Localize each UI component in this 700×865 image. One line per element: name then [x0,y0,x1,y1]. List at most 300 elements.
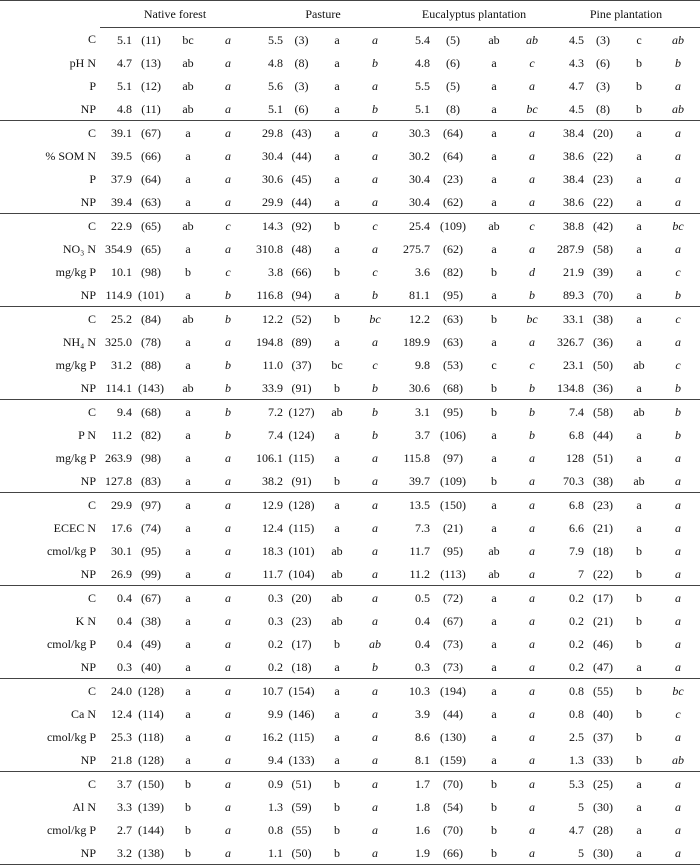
cell-mean: 354.9 [105,241,132,256]
cell-cv: (66) [141,148,161,163]
cell-cv: (52) [283,307,320,331]
cell-group-letter: a [491,659,497,674]
cell-cv: (95) [443,543,464,558]
table-row [0,446,700,469]
cell-mean: 0.2 [569,659,585,674]
cell-group-letter: a [185,148,191,163]
cell-mean: 0.4 [117,613,132,628]
cell-cv: (55) [584,679,622,703]
cell-cv: (73) [443,659,464,674]
cell-cv: (89) [291,334,312,349]
cell-group-letter: a [185,357,191,372]
cell-cv: (3) [596,32,611,47]
cell-cv: (104) [288,566,315,581]
cell-sub-letter: b [529,287,536,302]
cell-group-letter: a [491,55,497,70]
cell-mean: 1.6 [415,822,431,837]
cell-mean: 13.5 [396,493,430,517]
cell-group-letter: b [334,380,340,395]
cell-sub-letter: b [225,287,231,302]
cell-group-letter: a [636,380,642,395]
cell-cv: (22) [593,194,614,209]
cell-group-letter: b [636,752,643,767]
row-label: K N [75,613,96,628]
cell-group-letter: c [491,357,497,372]
cell-mean: 12.4 [262,520,283,535]
cell-group-letter: b [334,636,340,651]
cell-mean: 0.3 [268,613,283,628]
cell-sub-letter: a [675,799,682,814]
table-row [0,423,700,446]
cell-sub-letter: a [225,55,231,70]
cell-mean: 5 [578,845,585,860]
cell-sub-letter: a [225,566,231,581]
cell-group-letter: b [622,586,656,610]
table-row [0,586,700,610]
cell-sub-letter: bc [512,307,552,331]
cell-mean: 1.9 [415,845,431,860]
cell-cv: (66) [443,845,464,860]
cell-sub-letter: a [529,171,536,186]
cell-group-letter: a [476,121,512,145]
cell-group-letter: a [185,543,191,558]
cell-cv: (64) [443,148,464,163]
cell-mean: 3.8 [268,264,283,279]
cell-sub-letter: a [372,450,378,465]
row-label: C [0,121,100,145]
cell-mean: 3.6 [415,264,431,279]
cell-cv: (68) [132,400,170,424]
cell-sub-letter: a [372,241,378,256]
table-row [0,609,700,632]
cell-cv: (33) [593,752,614,767]
cell-cv: (20) [584,121,622,145]
cell-group-letter: a [476,679,512,703]
cell-cv: (92) [283,214,320,238]
cell-cv: (144) [138,822,164,837]
cell-sub-letter: c [675,357,681,372]
cell-cv: (59) [291,799,312,814]
cell-sub-letter: a [656,586,700,610]
cell-sub-letter: a [206,679,250,703]
cell-group-letter: a [491,520,497,535]
cell-sub-letter: a [372,543,378,558]
cell-group-letter: a [320,679,354,703]
cell-sub-letter: a [354,121,396,145]
cell-cv: (28) [593,822,614,837]
row-label: C [0,772,100,796]
cell-mean: 12.4 [111,706,132,721]
cell-cv: (37) [291,357,312,372]
cell-sub-letter: a [512,586,552,610]
cell-group-letter: a [491,78,497,93]
cell-group-letter: a [334,706,340,721]
cell-cv: (91) [291,380,312,395]
cell-sub-letter: a [225,194,231,209]
cell-cv: (38) [584,307,622,331]
cell-group-letter: a [491,752,497,767]
cell-cv: (48) [291,241,312,256]
header-eucalyptus-plantation: Eucalyptus plantation [396,1,552,28]
cell-group-letter: ab [182,55,194,70]
cell-mean: 5.5 [268,32,283,47]
cell-sub-letter: a [529,543,536,558]
cell-group-letter: a [185,752,191,767]
cell-mean: 21.8 [111,752,132,767]
cell-mean: 4.3 [569,55,585,70]
cell-mean: 39.4 [111,194,132,209]
cell-mean: 89.3 [563,287,585,302]
cell-sub-letter: d [529,264,536,279]
cell-group-letter: a [334,729,340,744]
cell-cv: (146) [288,706,315,721]
cell-cv: (62) [443,241,464,256]
cell-group-letter: a [334,659,340,674]
row-label: C [87,32,96,47]
cell-sub-letter: a [529,659,536,674]
cell-group-letter: a [334,78,340,93]
cell-sub-letter: b [206,307,250,331]
cell-group-letter: a [320,493,354,517]
cell-sub-letter: c [675,706,681,721]
cell-group-letter: b [636,566,643,581]
row-label: P N [78,427,96,442]
row-label: mg/kg P [55,450,96,465]
cell-cv: (11) [141,101,161,116]
cell-cv: (18) [593,543,614,558]
cell-sub-letter: a [529,78,536,93]
cell-group-letter: a [334,287,340,302]
cell-mean: 1.3 [268,799,283,814]
cell-group-letter: b [636,729,643,744]
cell-mean: 25.2 [100,307,132,331]
cell-cv: (118) [138,729,164,744]
cell-group-letter: b [622,679,656,703]
cell-sub-letter: a [206,121,250,145]
row-label: NP [80,101,96,116]
cell-sub-letter: a [529,845,536,860]
cell-mean: 24.0 [100,679,132,703]
cell-group-letter: a [636,334,642,349]
cell-cv: (50) [291,845,312,860]
cell-cv: (74) [141,520,161,535]
cell-sub-letter: b [675,287,682,302]
cell-group-letter: b [334,473,340,488]
header-row [0,1,700,28]
cell-cv: (63) [443,334,464,349]
cell-cv: (3) [294,78,309,93]
cell-mean: 30.2 [409,148,431,163]
cell-group-letter: b [476,772,512,796]
cell-sub-letter: a [675,659,682,674]
cell-group-letter: a [185,287,191,302]
cell-mean: 5 [578,799,585,814]
cell-group-letter: b [636,636,643,651]
cell-sub-letter: b [372,101,378,116]
cell-group-letter: b [636,706,643,721]
cell-group-letter: ab [182,101,194,116]
cell-group-letter: a [170,493,206,517]
cell-group-letter: a [185,194,191,209]
cell-sub-letter: ab [672,32,685,47]
cell-cv: (49) [141,636,161,651]
cell-cv: (21) [443,520,464,535]
cell-cv: (70) [443,822,464,837]
cell-mean: 12.9 [250,493,283,517]
table-row [0,307,700,331]
cell-sub-letter: a [529,241,536,256]
cell-sub-letter: a [675,148,682,163]
cell-sub-letter: c [372,357,378,372]
cell-mean: 38.6 [563,194,585,209]
cell-group-letter: b [334,264,340,279]
cell-mean: 7.3 [415,520,431,535]
cell-cv: (20) [283,586,320,610]
cell-mean: 7.4 [268,427,283,442]
cell-sub-letter: b [372,287,378,302]
row-label: NO₃ N [62,241,96,256]
cell-sub-letter: c [372,264,378,279]
cell-group-letter: a [185,566,191,581]
cell-mean: 8.1 [415,752,431,767]
cell-cv: (63) [430,307,476,331]
cell-sub-letter: a [225,473,231,488]
cell-cv: (8) [446,101,461,116]
row-label: NP [80,845,96,860]
cell-sub-letter: a [225,613,231,628]
cell-sub-letter: b [206,400,250,424]
cell-cv: (38) [593,473,614,488]
cell-cv: (88) [141,357,161,372]
cell-sub-letter: ab [672,101,685,116]
cell-group-letter: a [185,636,191,651]
cell-group-letter: b [636,78,643,93]
cell-sub-letter: a [675,729,682,744]
cell-mean: 5.1 [117,32,132,47]
cell-cv: (101) [288,543,315,558]
cell-cv: (67) [132,121,170,145]
cell-group-letter: a [622,772,656,796]
cell-cv: (97) [443,450,464,465]
cell-cv: (23) [291,613,312,628]
cell-mean: 33.1 [552,307,584,331]
cell-mean: 0.8 [552,679,584,703]
table-row [0,493,700,517]
cell-sub-letter: a [512,679,552,703]
cell-mean: 3.7 [100,772,132,796]
cell-group-letter: a [170,586,206,610]
cell-mean: 275.7 [403,241,431,256]
cell-cv: (44) [593,427,614,442]
table-row [0,748,700,772]
cell-mean: 31.2 [111,357,132,372]
cell-sub-letter: a [225,171,231,186]
cell-sub-letter: a [225,799,231,814]
header-pasture: Pasture [250,1,396,28]
cell-cv: (133) [288,752,315,767]
cell-group-letter: a [185,171,191,186]
cell-mean: 1.1 [268,845,283,860]
cell-mean: 70.3 [563,473,585,488]
cell-cv: (94) [291,287,312,302]
cell-group-letter: b [185,799,191,814]
cell-mean: 194.8 [256,334,283,349]
row-label: NP [80,380,96,395]
cell-sub-letter: a [675,171,682,186]
cell-group-letter: b [185,822,191,837]
cell-cv: (54) [443,799,464,814]
cell-cv: (154) [283,679,320,703]
cell-mean: 4.7 [117,55,132,70]
cell-mean: 4.5 [569,101,585,116]
cell-group-letter: b [476,307,512,331]
cell-sub-letter: a [225,636,231,651]
table-row [0,469,700,493]
cell-mean: 39.5 [111,148,132,163]
cell-cv: (23) [593,171,614,186]
cell-sub-letter: a [225,822,231,837]
cell-sub-letter: b [354,400,396,424]
cell-mean: 10.1 [111,264,132,279]
table-row [0,28,700,52]
cell-sub-letter: a [225,543,231,558]
row-label: P [89,78,96,93]
cell-group-letter: ab [170,307,206,331]
cell-cv: (25) [584,772,622,796]
table-row [0,795,700,818]
cell-group-letter: ab [633,473,645,488]
cell-mean: 38.4 [552,121,584,145]
table-row [0,679,700,703]
table-row [0,516,700,539]
cell-group-letter: a [185,706,191,721]
cell-cv: (5) [446,78,461,93]
cell-group-letter: a [636,194,642,209]
cell-sub-letter: a [529,729,536,744]
cell-sub-letter: c [354,214,396,238]
cell-group-letter: a [185,427,191,442]
header-native-forest: Native forest [100,1,250,28]
cell-sub-letter: a [529,334,536,349]
table-row [0,353,700,376]
cell-group-letter: a [476,493,512,517]
cell-cv: (109) [440,473,467,488]
cell-mean: 3.3 [117,799,132,814]
cell-group-letter: a [185,241,191,256]
row-label: mg/kg P [55,264,96,279]
cell-group-letter: b [170,772,206,796]
cell-cv: (64) [430,121,476,145]
cell-sub-letter: b [675,427,682,442]
cell-mean: 30.6 [262,171,283,186]
cell-group-letter: ab [633,357,645,372]
cell-cv: (95) [141,543,161,558]
cell-sub-letter: a [675,822,682,837]
cell-cv: (194) [430,679,476,703]
cell-sub-letter: bc [526,101,538,116]
cell-sub-letter: b [675,380,682,395]
cell-group-letter: a [491,171,497,186]
header-blank [0,1,100,28]
cell-group-letter: ab [622,400,656,424]
cell-mean: 263.9 [105,450,132,465]
cell-sub-letter: ab [526,32,539,47]
cell-sub-letter: a [512,493,552,517]
row-label: Ca N [71,706,96,721]
cell-mean: 23.1 [563,357,585,372]
cell-mean: 30.1 [111,543,132,558]
cell-mean: 189.9 [403,334,431,349]
cell-cv: (82) [141,427,161,442]
cell-sub-letter: b [225,380,231,395]
cell-group-letter: ab [331,613,343,628]
cell-sub-letter: a [225,241,231,256]
cell-group-letter: a [491,287,497,302]
cell-sub-letter: a [372,194,378,209]
cell-sub-letter: a [372,706,378,721]
cell-mean: 5.1 [268,101,283,116]
cell-sub-letter: a [675,520,682,535]
cell-mean: 38.6 [563,148,585,163]
cell-sub-letter: a [372,613,378,628]
cell-group-letter: ab [331,566,343,581]
cell-cv: (39) [593,264,614,279]
cell-mean: 14.3 [250,214,283,238]
cell-mean: 0.3 [117,659,132,674]
cell-mean: 29.8 [250,121,283,145]
cell-group-letter: a [491,241,497,256]
cell-cv: (53) [443,357,464,372]
cell-mean: 16.2 [262,729,283,744]
cell-mean: 115.8 [403,450,431,465]
cell-cv: (143) [138,380,164,395]
cell-mean: 326.7 [557,334,585,349]
table-row [0,260,700,283]
row-label: C [0,214,100,238]
cell-sub-letter: a [225,706,231,721]
cell-sub-letter: a [354,679,396,703]
cell-sub-letter: a [372,148,378,163]
cell-group-letter: ab [488,566,500,581]
row-label: NP [80,659,96,674]
cell-mean: 11.7 [409,543,431,558]
cell-cv: (3) [294,32,309,47]
cell-mean: 25.3 [111,729,132,744]
cell-cv: (40) [593,706,614,721]
cell-group-letter: ab [182,380,194,395]
cell-sub-letter: a [529,566,536,581]
cell-group-letter: a [636,659,642,674]
cell-mean: 37.9 [111,171,132,186]
cell-cv: (91) [291,473,312,488]
table-row [0,772,700,796]
cell-cv: (6) [596,55,611,70]
cell-mean: 21.9 [563,264,585,279]
cell-group-letter: ab [170,214,206,238]
cell-sub-letter: a [675,334,682,349]
cell-group-letter: b [185,845,191,860]
cell-mean: 4.8 [117,101,132,116]
cell-mean: 0.4 [117,636,132,651]
cell-mean: 30.4 [262,148,283,163]
cell-group-letter: a [622,493,656,517]
cell-cv: (22) [593,566,614,581]
cell-sub-letter: a [529,636,536,651]
cell-sub-letter: b [529,427,536,442]
cell-mean: 4.8 [415,55,431,70]
cell-cv: (37) [593,729,614,744]
cell-group-letter: b [320,214,354,238]
